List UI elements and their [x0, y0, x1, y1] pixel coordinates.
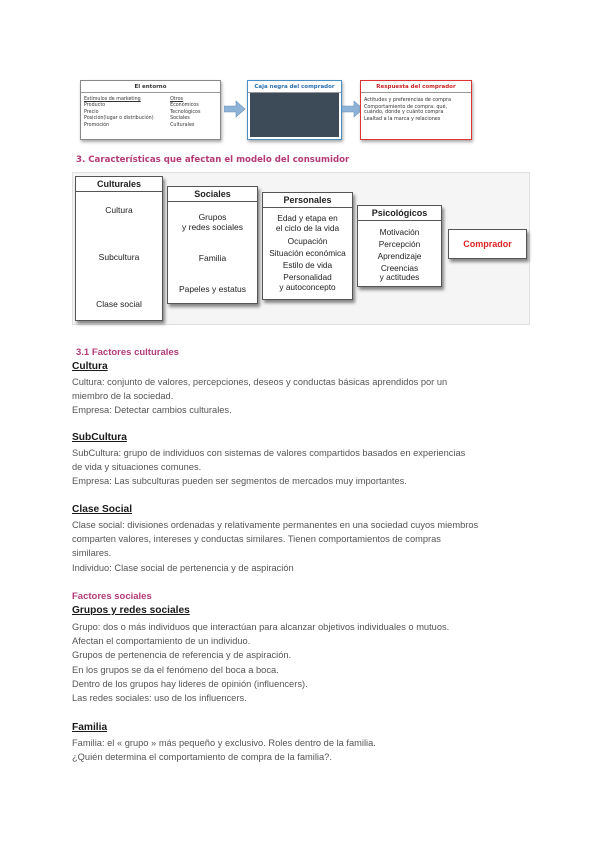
familia-heading: Familia	[72, 722, 108, 733]
environment-box	[80, 80, 221, 140]
culturales-item: Cultura	[105, 205, 133, 215]
response-title: Respuesta del comprador	[361, 81, 471, 93]
text-line: Familia: el « grupo » más pequeño y exclusivo. Roles dentro de la familia.	[72, 738, 376, 748]
response-item: Comportamiento de compra: qué,	[364, 104, 448, 110]
psicologicos-item: Motivación	[379, 227, 420, 237]
personales-item: Situación económica	[269, 248, 346, 258]
subcultura-paragraph	[72, 446, 542, 489]
personales-item: Personalidad	[283, 272, 332, 282]
psicologicos-item: y actitudes	[379, 272, 420, 282]
culturales-title: Culturales	[76, 177, 162, 192]
env-col1-item: Posición(lugar o distribución)	[84, 116, 154, 122]
text-line: Clase social: divisiones ordenadas y relativamente permanentes en una sociedad cuyos miembros	[72, 520, 479, 530]
grupos-heading: Grupos y redes sociales	[72, 605, 190, 616]
psicologicos-box	[357, 205, 442, 287]
black-box	[247, 80, 342, 140]
response-box	[360, 80, 472, 140]
text-line: similares.	[72, 548, 112, 559]
grupos-paragraph	[72, 620, 542, 705]
personales-item: el ciclo de la vida	[275, 223, 340, 233]
personales-box	[262, 192, 353, 300]
env-col2-item: Culturales	[170, 122, 195, 128]
env-col2-item: Tecnológicos	[170, 109, 201, 115]
text-line: Dentro de los grupos hay lideres de opinión (influencers).	[72, 678, 308, 689]
text-line: Cultura: conjunto de valores, percepciones, deseos y conductas básicas aprendidos por un	[72, 377, 448, 387]
psicologicos-item: Percepción	[378, 239, 421, 249]
text-line: Empresa: Las subculturas pueden ser segmentos de mercados muy importantes.	[72, 476, 407, 487]
environment-title: El entorno	[81, 81, 220, 93]
personales-item: y autoconcepto	[279, 282, 336, 292]
familia-paragraph	[72, 736, 542, 764]
black-box-fill	[250, 93, 339, 137]
sociales-box	[167, 186, 258, 304]
text-line: Individuo: Clase social de pertenencia y de aspiración	[72, 562, 294, 573]
text-line: Grupo: dos o más individuos que interactúan para alcanzar objetivos individuales o mutuos.	[72, 622, 450, 632]
arrow-right-icon	[224, 100, 246, 118]
sociales-title: Sociales	[168, 187, 257, 202]
text-line: Grupos de pertenencia de referencia y de aspiración.	[72, 650, 292, 661]
env-col1-header: Estímulos de marketing	[84, 97, 141, 102]
env-col2-item: Económicos	[170, 103, 199, 109]
personales-item: Ocupación	[287, 236, 328, 246]
personales-title: Personales	[263, 193, 352, 208]
subsection-title: 3.1 Factores culturales	[76, 347, 179, 358]
response-item: Actitudes y preferencias de compra	[364, 97, 452, 103]
text-line: Empresa: Detectar cambios culturales.	[72, 405, 232, 416]
clase-social-heading: Clase Social	[72, 504, 133, 515]
env-col1-item: Producto	[84, 103, 106, 109]
response-item: Lealtad a la marca y relaciones	[364, 116, 441, 122]
comprador-box: Comprador	[448, 229, 527, 259]
text-line: En los grupos se da el fenómeno del boca a boca.	[72, 664, 279, 675]
text-line: miembro de la sociedad.	[72, 391, 174, 402]
culturales-item: Subcultura	[98, 252, 140, 262]
subcultura-heading: SubCultura	[72, 432, 127, 443]
characteristics-figure	[72, 172, 530, 325]
culturales-item: Clase social	[96, 299, 142, 309]
section-title: 3. Características que afectan el modelo del consumidor	[76, 155, 350, 165]
text-line: SubCultura: grupo de individuos con sistemas de valores compartidos basados en experiencias	[72, 448, 466, 458]
clase-social-paragraph	[72, 518, 542, 575]
psicologicos-title: Psicológicos	[358, 206, 441, 221]
text-line: ¿Quién determina el comportamiento de compra de la familia?.	[72, 752, 332, 763]
text-line: Afectan el comportamiento de un individuo.	[72, 636, 251, 647]
personales-item: Estilo de vida	[282, 260, 333, 270]
text-line: comparten valores, intereses y conductas similares. Tienen comportamientos de compras	[72, 534, 441, 545]
consumer-model-figure	[0, 0, 600, 150]
sociales-item: y redes sociales	[182, 222, 243, 232]
personales-item: Edad y etapa en	[277, 213, 338, 223]
cultura-heading: Cultura	[72, 361, 108, 372]
sociales-item: Familia	[198, 253, 227, 263]
sociales-item: Papeles y estatus	[178, 284, 247, 294]
psicologicos-item: Aprendizaje	[377, 251, 422, 261]
text-line: de vida y situaciones comunes.	[72, 462, 202, 473]
response-item: cuándo, dónde y cuánto compra	[364, 109, 444, 115]
env-col1-item: Precio	[84, 109, 99, 115]
env-col2-header: Otros	[170, 97, 184, 102]
psicologicos-item: Creencias	[380, 263, 419, 273]
env-col1-item: Promoción	[84, 122, 110, 128]
env-col2-item: Sociales	[170, 116, 190, 122]
sociales-item: Grupos	[198, 212, 227, 222]
subsection-title: Factores sociales	[72, 591, 152, 602]
black-box-title: Caja negra del comprador	[248, 81, 341, 93]
culturales-box	[75, 176, 163, 321]
text-line: Las redes sociales: uso de los influencers.	[72, 693, 247, 704]
cultura-paragraph	[72, 375, 542, 418]
